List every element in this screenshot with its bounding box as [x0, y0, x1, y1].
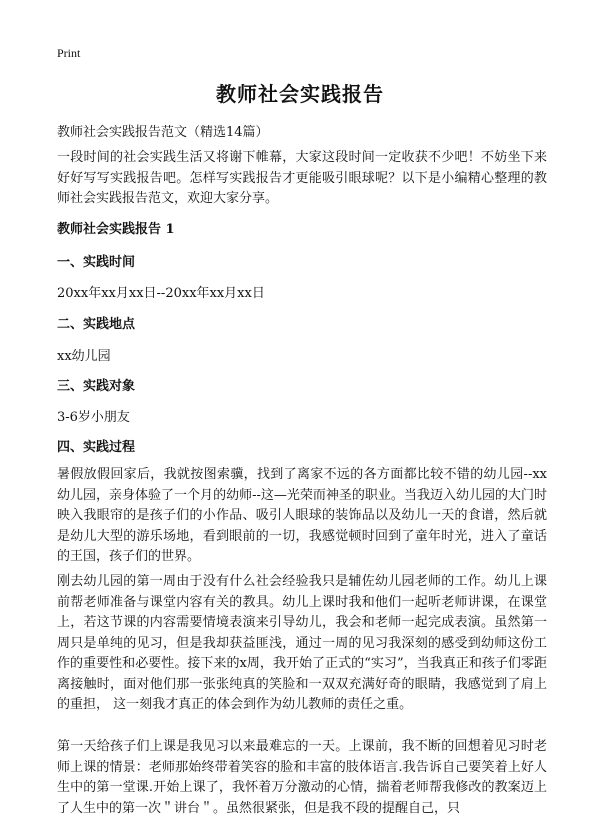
heading-target: 三、实践对象 [57, 379, 136, 394]
subtitle: 教师社会实践报告范文（精选14篇） [57, 125, 269, 140]
value-place: xx幼儿园 [57, 349, 111, 364]
value-target: 3-6岁小朋友 [57, 410, 130, 425]
heading-place: 二、实践地点 [57, 317, 136, 332]
value-time: 20xx年xx月xx日--20xx年xx月xx日 [57, 286, 265, 301]
intro-paragraph: 一段时间的社会实践生活又将谢下帷幕，大家这段时间一定收获不少吧！不妨坐下来好好写写实践报告吧。怎样写实践报告才更能吸引眼球呢？以下是小编精心整理的教师社会实践报告范文，欢迎大家分享。 [57, 150, 547, 206]
heading-process: 四、实践过程 [57, 440, 136, 455]
body-paragraph: 暑假放假回家后，我就按图索骥，找到了离家不远的各方面都比较不错的幼儿园--xx幼儿园，亲身体验了一个月的幼师--这—光荣而神圣的职业。当我迈入幼儿园的大门时映入我眼帘的是孩子们的小作品、吸引人眼球的装饰品以及幼儿一天的食谱，然后就是幼儿大型的游乐场地，看到眼前的一切，我感觉顿时回到了童年时光，进入了童话的王国，孩子们的世界。 [57, 467, 547, 564]
section-title: 教师社会实践报告 1 [57, 222, 175, 237]
body-paragraph: 第一天给孩子们上课是我见习以来最难忘的一天。上课前，我不断的回想着见习时老师上课的情景：老师那始终带着笑容的脸和丰富的肢体语言.我告诉自己要笑着上好人生中的第一堂课.开始上课了，我怀着万分激动的心情，揣着老师帮我修改的教案迈上了人生中的第一次＂讲台＂。虽然很紧张，但是我不段的提醒自己，只 [57, 739, 547, 816]
heading-time: 一、实践时间 [57, 255, 136, 270]
body-paragraph: 刚去幼儿园的第一周由于没有什么社会经验我只是辅佐幼儿园老师的工作。幼儿上课前帮老师准备与课堂内容有关的教具。幼儿上课时我和他们一起听老师讲课，在课堂上，若这节课的内容需要情境表演来引导幼儿，我会和老师一起完成表演。虽然第一周只是单纯的见习，但是我却获益匪浅，通过一周的见习我深刻的感受到幼师这份工作的重要性和必要性。接下来的x周，我开始了正式的“实习”，当我真正和孩子们零距离接触时，面对他们那一张张纯真的笑脸和一双双充满好奇的眼睛，我感觉到了肩上的重担， 这一刻我才真正的体会到作为幼儿教师的责任之重。 [57, 574, 547, 712]
print-label[interactable]: Print [57, 46, 81, 60]
page-title: 教师社会实践报告 [216, 82, 384, 106]
